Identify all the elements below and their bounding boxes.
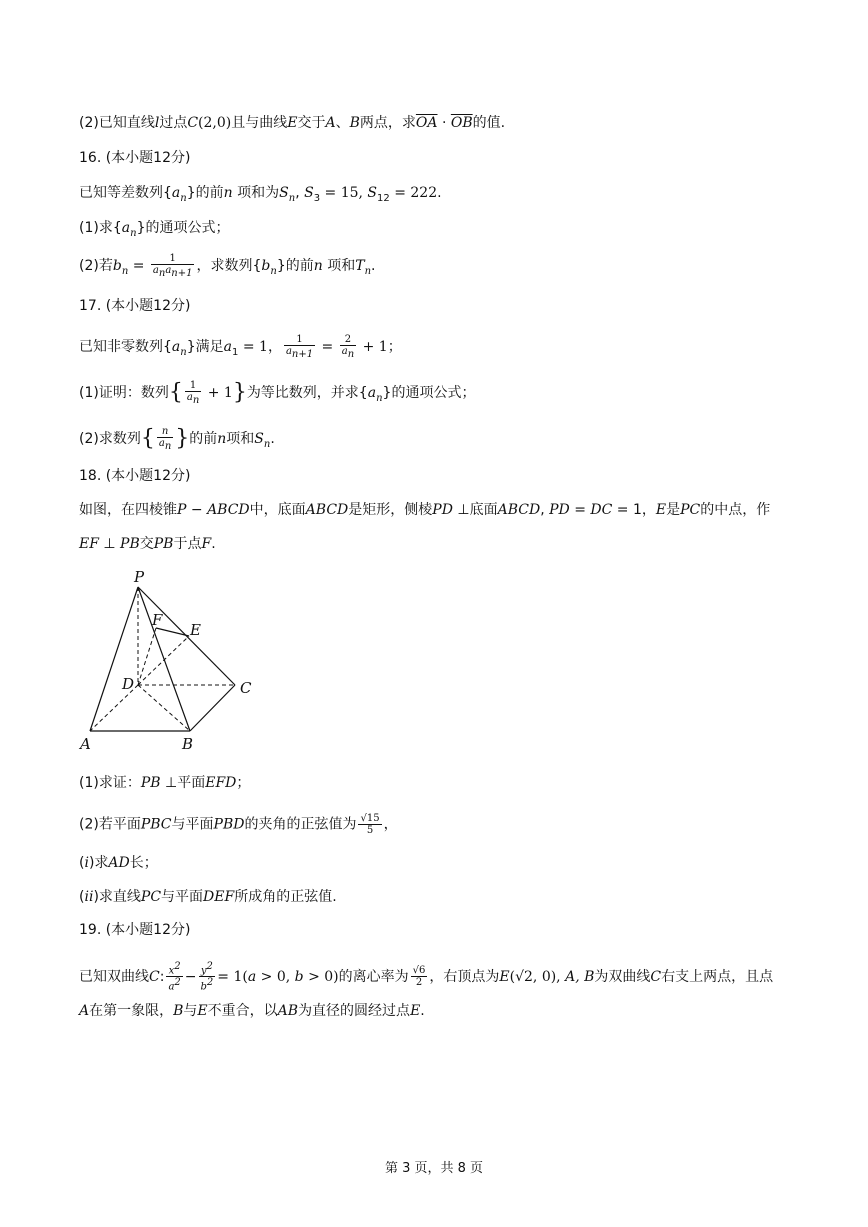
q15-part2: (2)已知直线l过点C(2,0)且与曲线E交于A、B两点，求$\overline{OA} \cdot \overline{OB}$的值.	[79, 115, 506, 131]
label-E: E	[190, 621, 201, 639]
q18-header: 18. (本小题12分)	[79, 468, 191, 484]
q16-intro: 已知等差数列$\{a_n\}$的前n 项和为$S_n$, $S_3 = 15$, $S_{12} = 222$.	[79, 185, 442, 204]
label-F: F	[152, 611, 163, 629]
q16-header: 16. (本小题12分)	[79, 150, 191, 166]
label-A: A	[80, 735, 91, 753]
q18-part2-i: (i)求AD长；	[79, 855, 158, 871]
q16-part2: (2)若$b_n$ = $\frac{1}{a_na_{n+1}}$ ，求数列$\{b_n\}$的前n 项和$T_n$.	[79, 253, 376, 279]
q18-part1: (1)求证：PB ⊥平面EFD；	[79, 775, 251, 791]
q19-intro-line2: A在第一象限，B与E不重合，以AB为直径的圆经过点E.	[79, 1003, 425, 1019]
q16-part1: (1)求$\{a_n\}$的通项公式；	[79, 220, 230, 239]
q18-intro-line1: 如图，在四棱锥P − ABCD中，底面ABCD是矩形，侧棱PD ⊥底面ABCD, PD = DC = 1，E是PC的中点，作	[79, 502, 771, 518]
q17-header: 17. (本小题12分)	[79, 298, 191, 314]
segment-DE	[138, 636, 189, 685]
edge-PA	[90, 587, 138, 731]
edge-PB	[138, 587, 190, 731]
q19-intro-line1: 已知双曲线C: $\frac{x^2}{a^2}$ − $\frac{y^2}{b^2}$ = 1(a > 0, b > 0)的离心率为 $\frac{√6}{2}$ ，右顶点为E(√2, 0), A, B为双曲线C右支上两点，且点	[79, 961, 774, 993]
label-B: B	[182, 735, 194, 753]
label-C: C	[240, 679, 252, 697]
q18-intro-line2: EF ⊥ PB交PB于点F.	[79, 536, 216, 552]
label-D: D	[122, 675, 135, 693]
q17-part1: (1)证明：数列{ $\frac{1}{a_n}$ + 1}为等比数列，并求$\{a_n\}$的通项公式；	[79, 380, 476, 406]
q18-part2-ii: (ii)求直线PC与平面DEF所成角的正弦值.	[79, 889, 337, 905]
edge-BC	[190, 685, 235, 731]
pyramid-diagram	[82, 565, 272, 755]
pyramid-figure	[82, 565, 272, 759]
label-P: P	[134, 568, 145, 586]
q17-intro: 已知非零数列$\{a_n\}$满足$a_1 = 1$， $\frac{1}{a_{n+1}}$ = $\frac{2}{a_n}$ + 1；	[79, 334, 402, 360]
q18-part2: (2)若平面PBC与平面PBD的夹角的正弦值为 $\frac{√15}{5}$ ，	[79, 813, 398, 836]
q17-part2: (2)求数列{ $\frac{n}{a_n}$ }的前n项和$S_n$.	[79, 426, 275, 452]
segment-FE	[156, 628, 189, 636]
segment-DF	[138, 628, 156, 685]
q19-header: 19. (本小题12分)	[79, 922, 191, 938]
page-footer: 第 3 页，共 8 页	[384, 1161, 484, 1176]
